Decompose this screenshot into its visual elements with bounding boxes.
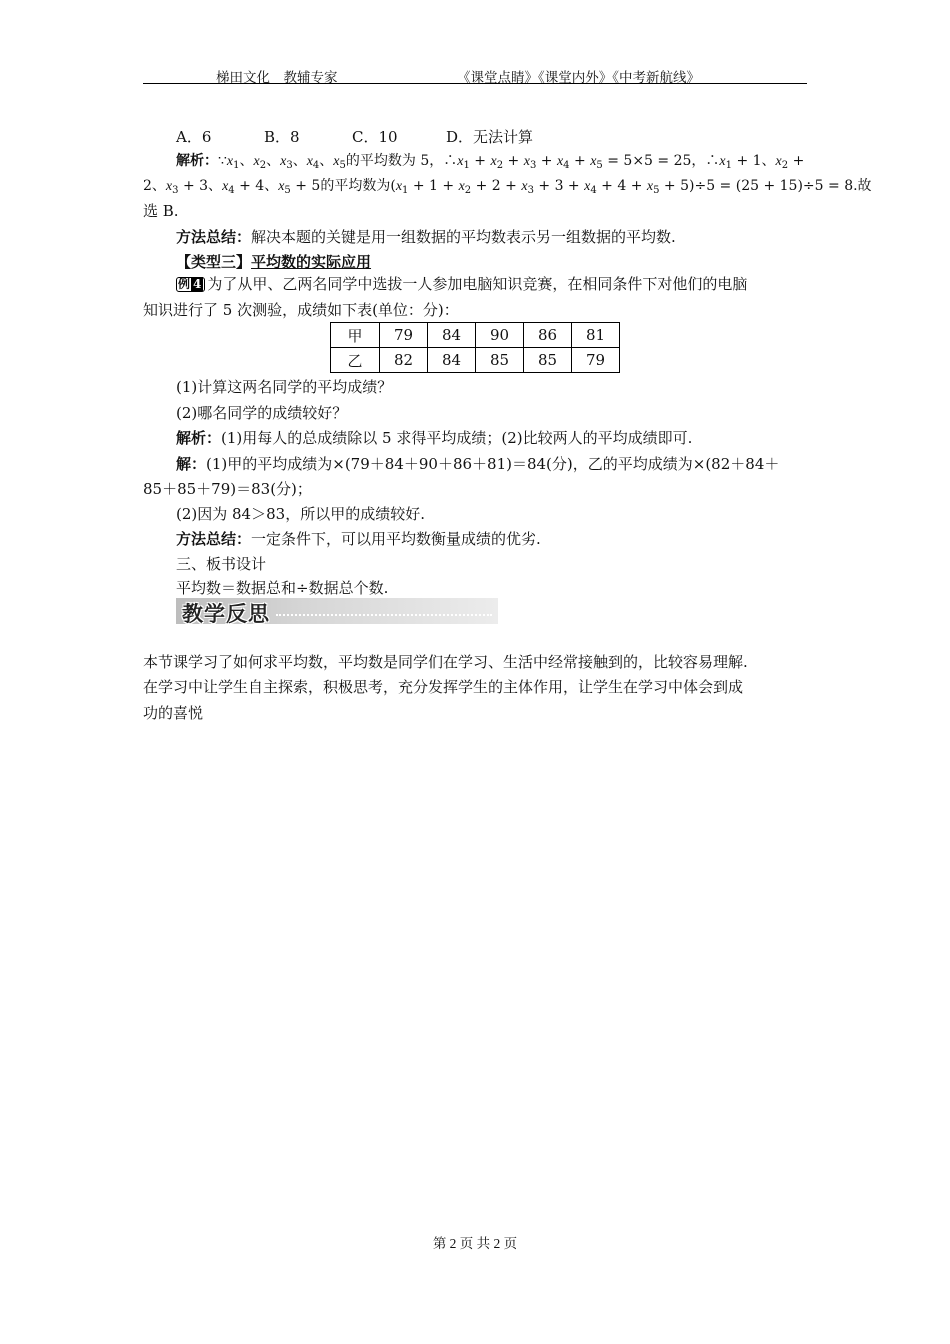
score-cell: 85 [524, 348, 572, 373]
question-2: (2)哪名同学的成绩较好？ [176, 404, 348, 422]
solution-line1: 解：(1)甲的平均成绩为×(79＋84＋90＋86＋81)＝84(分)，乙的平均成绩为×(82＋84＋ [176, 455, 780, 473]
score-cell: 81 [572, 323, 620, 348]
score-cell: 79 [572, 348, 620, 373]
score-cell: 84 [428, 348, 476, 373]
analysis1-line3: 选 B. [143, 202, 179, 220]
row-header: 乙 [331, 348, 380, 373]
board-heading: 三、板书设计 [176, 555, 267, 573]
table-row [331, 348, 620, 373]
option-a: A．6 [176, 128, 212, 146]
score-cell: 86 [524, 323, 572, 348]
row-header: 甲 [331, 323, 380, 348]
header-rule [143, 83, 807, 84]
type3-heading: 【类型三】平均数的实际应用 [176, 253, 372, 271]
reflection-line3: 功的喜悦 [143, 704, 204, 722]
question-1: (1)计算这两名同学的平均成绩？ [176, 378, 393, 396]
analysis1-line2: 2、$x_3 + 3$、$x_4 + 4$、$x_5 + 5$的平均数为$(x_1 + 1 + x_2 + 2 + x_3 + 3 + x_4 + 4 + x_5 + 5)\div 5 = (25 + 15)\div 5 = 8$.故 [143, 178, 872, 196]
method-summary-2: 方法总结：一定条件下，可以用平均数衡量成绩的优劣. [176, 530, 541, 548]
solution-line2: 85＋85＋79)＝83(分)； [143, 480, 312, 498]
analysis1-line1: 解析：$\because x_1$、$x_2$、$x_3$、$x_4$、$x_5$的平均数为 5，$\therefore x_1 + x_2 + x_3 + x_4 + x_5 = 5\times 5 = 25$，$\therefore x_1 + 1$、$x_2$ + [176, 153, 805, 171]
reflection-line2: 在学习中让学生自主探索，积极思考，充分发挥学生的主体作用，让学生在学习中体会到成 [143, 678, 744, 696]
table-row [331, 323, 620, 348]
board-text: 平均数＝数据总和÷数据总个数. [176, 579, 389, 597]
score-cell: 84 [428, 323, 476, 348]
score-cell: 82 [380, 348, 428, 373]
example4-line2: 知识进行了 5 次测验，成绩如下表(单位：分)： [143, 301, 459, 319]
page-footer: 第 2 页 共 2 页 [432, 1236, 518, 1251]
score-table [330, 322, 620, 373]
reflection-line1: 本节课学习了如何求平均数，平均数是同学们在学习、生活中经常接触到的，比较容易理解. [143, 653, 748, 671]
option-d: D．无法计算 [446, 128, 534, 146]
score-cell: 90 [476, 323, 524, 348]
header-right: 《课堂点睛》《课堂内外》《中考新航线》 [457, 70, 700, 85]
analysis2: 解析：(1)用每人的总成绩除以 5 求得平均成绩；(2)比较两人的平均成绩即可. [176, 429, 693, 447]
solution-line3: (2)因为 84＞83，所以甲的成绩较好. [176, 505, 425, 523]
example-badge: 例 4 [176, 277, 205, 292]
example4-line1: 例 4 为了从甲、乙两名同学中选拔一人参加电脑知识竞赛，在相同条件下对他们的电脑 [178, 275, 748, 293]
option-c: C．10 [352, 128, 398, 146]
score-cell: 85 [476, 348, 524, 373]
method-summary-1: 方法总结：解决本题的关键是用一组数据的平均数表示另一组数据的平均数. [176, 228, 676, 246]
header-left: 梯田文化 教辅专家 [216, 70, 338, 85]
reflection-title: 教学反思 [182, 602, 270, 626]
score-cell: 79 [380, 323, 428, 348]
option-b: B．8 [264, 128, 300, 146]
